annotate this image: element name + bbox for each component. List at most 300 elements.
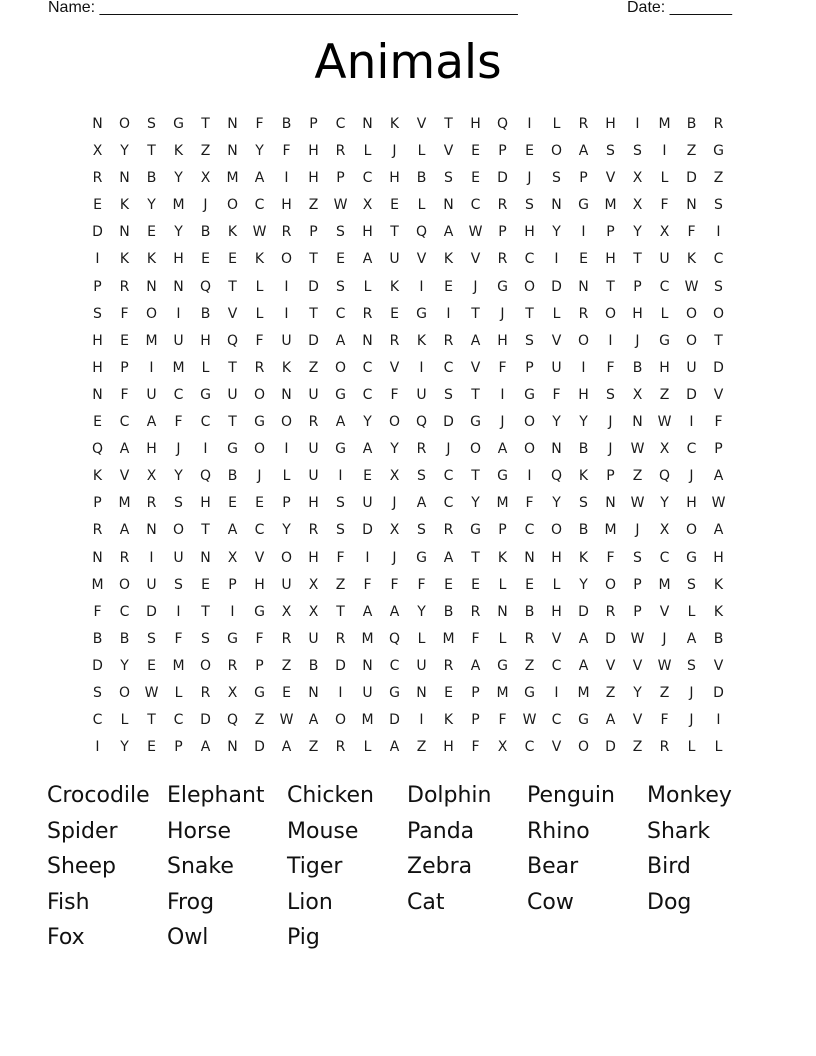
grid-letter: E [363,468,372,485]
grid-letter: R [362,305,373,322]
grid-letter: M [172,657,185,674]
grid-letter: O [145,305,158,322]
grid-letter: P [579,170,588,187]
grid-letter: A [362,441,373,458]
grid-letter: T [390,224,399,241]
grid-letter: O [388,414,401,431]
grid-letter: Z [308,197,319,214]
grid-letter: A [362,251,373,268]
grid-letter: G [227,630,238,647]
grid-letter: P [255,657,264,674]
grid-letter: K [173,143,184,160]
grid-letter: H [308,549,319,566]
grid-letter: O [334,359,347,376]
grid-letter: Z [632,468,643,485]
grid-letter: P [471,684,480,701]
grid-letter: E [471,143,480,160]
grid-letter: R [578,305,589,322]
grid-letter: O [604,305,617,322]
grid-letter: R [92,522,103,539]
grid-letter: A [605,712,616,729]
grid-letter: Y [174,468,183,485]
grid-letter: E [93,197,102,214]
grid-letter: N [173,278,184,295]
grid-letter: K [227,224,238,241]
grid-letter: N [227,116,238,132]
grid-letter: T [471,549,480,566]
grid-letter: Z [659,386,670,403]
grid-letter: P [498,143,507,160]
grid-letter: B [200,224,211,241]
grid-letter: O [550,143,563,160]
grid-letter: F [687,224,696,241]
grid-letter: A [119,441,130,458]
grid-letter: P [471,712,480,729]
grid-letter: C [200,414,211,431]
grid-letter: W [630,630,645,647]
grid-letter: T [714,332,723,349]
grid-letter: U [281,332,292,349]
grid-letter: C [713,251,724,268]
grid-letter: X [659,522,670,539]
grid-letter: C [659,549,670,566]
grid-letter: H [686,495,697,512]
grid-letter: C [362,359,373,376]
grid-letter: N [146,278,157,295]
grid-letter: R [308,522,319,539]
grid-letter: I [419,278,424,295]
grid-letter: X [146,468,157,485]
grid-letter: F [606,359,615,376]
grid-letter: A [335,414,346,431]
grid-letter: Q [388,630,401,647]
grid-letter: G [389,684,400,701]
grid-letter: A [443,549,454,566]
grid-letter: W [144,684,159,701]
grid-letter: F [120,305,129,322]
grid-letter: Y [633,224,642,241]
grid-letter: N [227,143,238,160]
grid-letter: O [577,739,590,756]
grid-letter: P [606,224,615,241]
grid-letter: N [497,603,508,620]
grid-letter: S [93,305,102,322]
grid-letter: D [92,224,103,241]
grid-letter: K [254,251,265,268]
word-bank-item: Dolphin [407,783,492,808]
grid-letter: R [227,657,238,674]
word-bank-item: Rhino [527,818,590,844]
grid-letter: C [524,251,535,268]
grid-letter: S [606,143,615,160]
grid-letter: C [119,414,130,431]
grid-letter: V [713,386,724,403]
word-bank-item: Crocodile [47,783,150,808]
grid-letter: A [308,712,319,729]
word-bank-item: Fox [47,925,85,951]
grid-letter: P [498,224,507,241]
grid-letter: A [713,468,724,485]
grid-letter: T [228,359,237,376]
grid-letter: I [446,305,451,322]
grid-letter: V [713,657,724,674]
grid-letter: R [146,495,157,512]
grid-letter: O [280,549,293,566]
grid-letter: H [362,224,373,241]
grid-letter: E [147,224,156,241]
grid-letter: A [335,332,346,349]
grid-letter: C [443,468,454,485]
grid-letter: N [362,657,373,674]
grid-letter: Z [200,143,211,160]
grid-letter: Y [552,414,561,431]
word-bank-item: Sheep [47,854,116,880]
grid-letter: E [201,251,210,268]
grid-letter: A [497,441,508,458]
word-bank-item: Mouse [287,818,359,844]
grid-letter: C [92,712,103,729]
grid-letter: O [523,414,536,431]
grid-letter: S [93,684,102,701]
grid-letter: F [174,414,183,431]
grid-letter: W [522,712,537,729]
grid-letter: D [605,630,616,647]
grid-letter: O [280,414,293,431]
grid-letter: I [419,359,424,376]
grid-letter: L [417,143,426,160]
grid-letter: I [608,332,613,349]
grid-letter: N [524,549,535,566]
grid-letter: U [416,657,427,674]
grid-letter: D [362,522,373,539]
grid-letter: F [255,332,264,349]
grid-letter: W [630,441,645,458]
grid-letter: X [497,739,508,756]
grid-letter: V [470,251,481,268]
grid-letter: A [389,603,400,620]
grid-letter: N [92,386,103,403]
grid-letter: F [174,630,183,647]
grid-letter: T [147,712,156,729]
grid-letter: X [659,441,670,458]
grid-letter: T [201,603,210,620]
grid-letter: F [660,712,669,729]
grid-letter: P [282,495,291,512]
grid-letter: I [554,251,559,268]
grid-letter: I [176,603,181,620]
grid-letter: E [93,414,102,431]
grid-letter: E [120,332,129,349]
grid-letter: M [577,684,590,701]
grid-letter: E [147,657,156,674]
grid-letter: L [714,739,723,756]
grid-letter: Y [471,495,480,512]
grid-letter: J [689,684,694,701]
grid-letter: H [443,739,454,756]
grid-letter: V [254,549,265,566]
grid-letter: B [281,116,292,132]
grid-letter: T [228,278,237,295]
grid-letter: J [527,170,532,187]
grid-letter: Q [415,414,428,431]
grid-letter: K [713,576,724,593]
grid-letter: B [524,603,535,620]
word-bank-item: Spider [47,818,118,844]
word-search-grid [84,111,732,761]
grid-letter: F [282,143,291,160]
grid-letter: M [496,684,509,701]
grid-letter: V [227,305,238,322]
grid-letter: J [635,332,640,349]
grid-letter: T [444,116,453,132]
grid-letter: I [527,468,532,485]
grid-letter: C [173,712,184,729]
grid-letter: J [392,549,397,566]
grid-letter: I [203,441,208,458]
grid-letter: X [281,603,292,620]
grid-letter: S [633,143,642,160]
grid-letter: J [500,305,505,322]
grid-letter: P [633,603,642,620]
grid-letter: H [146,441,157,458]
grid-letter: N [227,739,238,756]
grid-letter: C [389,657,400,674]
grid-letter: E [444,576,453,593]
grid-letter: J [203,197,208,214]
grid-letter: Q [226,712,239,729]
grid-letter: I [176,305,181,322]
grid-letter: M [118,495,131,512]
grid-letter: B [713,630,724,647]
grid-letter: A [578,657,589,674]
grid-letter: A [119,522,130,539]
grid-letter: K [389,116,400,132]
grid-letter: R [200,684,211,701]
grid-letter: S [336,495,345,512]
grid-letter: S [552,170,561,187]
grid-letter: G [659,332,670,349]
grid-letter: H [713,549,724,566]
word-bank-item: Lion [287,889,333,915]
grid-letter: H [200,495,211,512]
grid-letter: S [525,197,534,214]
grid-letter: S [174,495,183,512]
grid-letter: N [551,441,562,458]
grid-letter: W [630,495,645,512]
grid-letter: X [389,468,400,485]
grid-letter: C [362,386,373,403]
grid-letter: D [308,278,319,295]
grid-letter: L [552,116,561,132]
grid-letter: G [524,684,535,701]
grid-letter: A [470,332,481,349]
grid-letter: Y [282,522,291,539]
grid-letter: N [146,522,157,539]
grid-letter: S [606,386,615,403]
grid-letter: O [604,576,617,593]
grid-letter: R [470,603,481,620]
grid-letter: R [389,332,400,349]
grid-letter: Q [496,116,509,132]
grid-letter: M [496,495,509,512]
grid-letter: P [336,170,345,187]
grid-letter: R [335,630,346,647]
grid-letter: X [308,576,319,593]
name-field-line: Name: _______________________________________________ [48,0,518,16]
grid-letter: H [281,197,292,214]
grid-letter: O [712,305,725,322]
grid-letter: U [362,684,373,701]
grid-letter: U [308,468,319,485]
grid-letter: Y [120,657,129,674]
grid-letter: D [497,170,508,187]
grid-letter: J [257,468,262,485]
grid-letter: L [201,359,210,376]
grid-letter: K [443,251,454,268]
grid-letter: C [335,305,346,322]
grid-letter: F [660,197,669,214]
grid-letter: Z [254,712,265,729]
grid-letter: C [254,197,265,214]
grid-letter: X [632,170,643,187]
grid-letter: L [255,278,264,295]
grid-letter: P [309,224,318,241]
grid-letter: Z [335,576,346,593]
grid-letter: Y [174,224,183,241]
grid-letter: G [416,305,427,322]
grid-letter: S [417,468,426,485]
grid-letter: G [173,116,184,132]
grid-letter: V [551,630,562,647]
grid-letter: N [92,549,103,566]
grid-letter: T [309,251,318,268]
word-bank-item: Chicken [287,783,374,808]
grid-letter: P [633,576,642,593]
grid-letter: K [119,197,130,214]
grid-letter: V [416,251,427,268]
grid-letter: D [605,739,616,756]
grid-letter: O [550,522,563,539]
grid-letter: D [578,603,589,620]
grid-letter: D [686,170,697,187]
grid-letter: S [336,278,345,295]
grid-letter: S [336,522,345,539]
grid-letter: Z [605,684,616,701]
grid-letter: U [416,386,427,403]
grid-letter: E [336,251,345,268]
grid-letter: F [390,386,399,403]
grid-letter: F [525,495,534,512]
grid-letter: R [605,603,616,620]
grid-letter: A [389,739,400,756]
grid-letter: I [581,224,586,241]
grid-letter: L [687,603,696,620]
grid-letter: L [363,278,372,295]
grid-letter: I [662,143,667,160]
grid-letter: H [551,603,562,620]
grid-letter: R [443,332,454,349]
grid-letter: I [716,224,721,241]
grid-letter: I [500,386,505,403]
grid-letter: O [199,657,212,674]
grid-letter: A [362,603,373,620]
grid-letter: P [498,522,507,539]
grid-letter: K [713,603,724,620]
word-bank-item: Tiger [287,854,343,880]
grid-letter: C [335,116,346,132]
grid-letter: H [659,359,670,376]
grid-letter: Q [415,224,428,241]
grid-letter: G [470,414,481,431]
grid-letter: I [554,684,559,701]
grid-letter: Y [120,739,129,756]
grid-letter: G [200,386,211,403]
grid-letter: E [471,170,480,187]
grid-letter: I [95,739,100,756]
grid-letter: T [471,468,480,485]
grid-letter: N [443,197,454,214]
grid-letter: R [443,657,454,674]
grid-letter: J [392,495,397,512]
word-bank-item: Frog [167,889,215,915]
word-bank-item: Pig [287,925,320,951]
grid-letter: H [173,251,184,268]
grid-letter: C [173,386,184,403]
grid-letter: K [578,468,589,485]
grid-letter: M [604,522,617,539]
grid-letter: G [578,712,589,729]
grid-letter: F [336,549,345,566]
grid-letter: C [470,197,481,214]
grid-letter: D [308,332,319,349]
word-bank-item: Cow [527,889,574,915]
grid-letter: B [632,359,643,376]
grid-letter: L [660,305,669,322]
grid-letter: R [335,739,346,756]
grid-letter: H [92,359,103,376]
grid-letter: H [200,332,211,349]
grid-letter: I [338,468,343,485]
grid-letter: Y [660,495,669,512]
grid-letter: K [146,251,157,268]
word-bank-item: Snake [167,854,234,880]
grid-letter: D [92,657,103,674]
grid-letter: R [497,197,508,214]
grid-letter: X [308,603,319,620]
grid-letter: H [578,386,589,403]
grid-letter: G [335,441,346,458]
grid-letter: L [363,143,372,160]
grid-letter: E [390,197,399,214]
grid-letter: I [635,116,640,132]
grid-letter: B [308,657,319,674]
grid-letter: W [684,278,699,295]
grid-letter: X [200,170,211,187]
grid-letter: Z [686,143,697,160]
grid-letter: J [176,441,181,458]
grid-letter: B [200,305,211,322]
grid-letter: U [308,386,319,403]
grid-letter: E [228,495,237,512]
grid-letter: W [711,495,726,512]
grid-letter: G [335,386,346,403]
grid-letter: H [254,576,265,593]
grid-letter: P [228,576,237,593]
grid-letter: L [552,305,561,322]
grid-letter: T [525,305,534,322]
grid-letter: U [146,576,157,593]
word-bank [47,778,767,956]
